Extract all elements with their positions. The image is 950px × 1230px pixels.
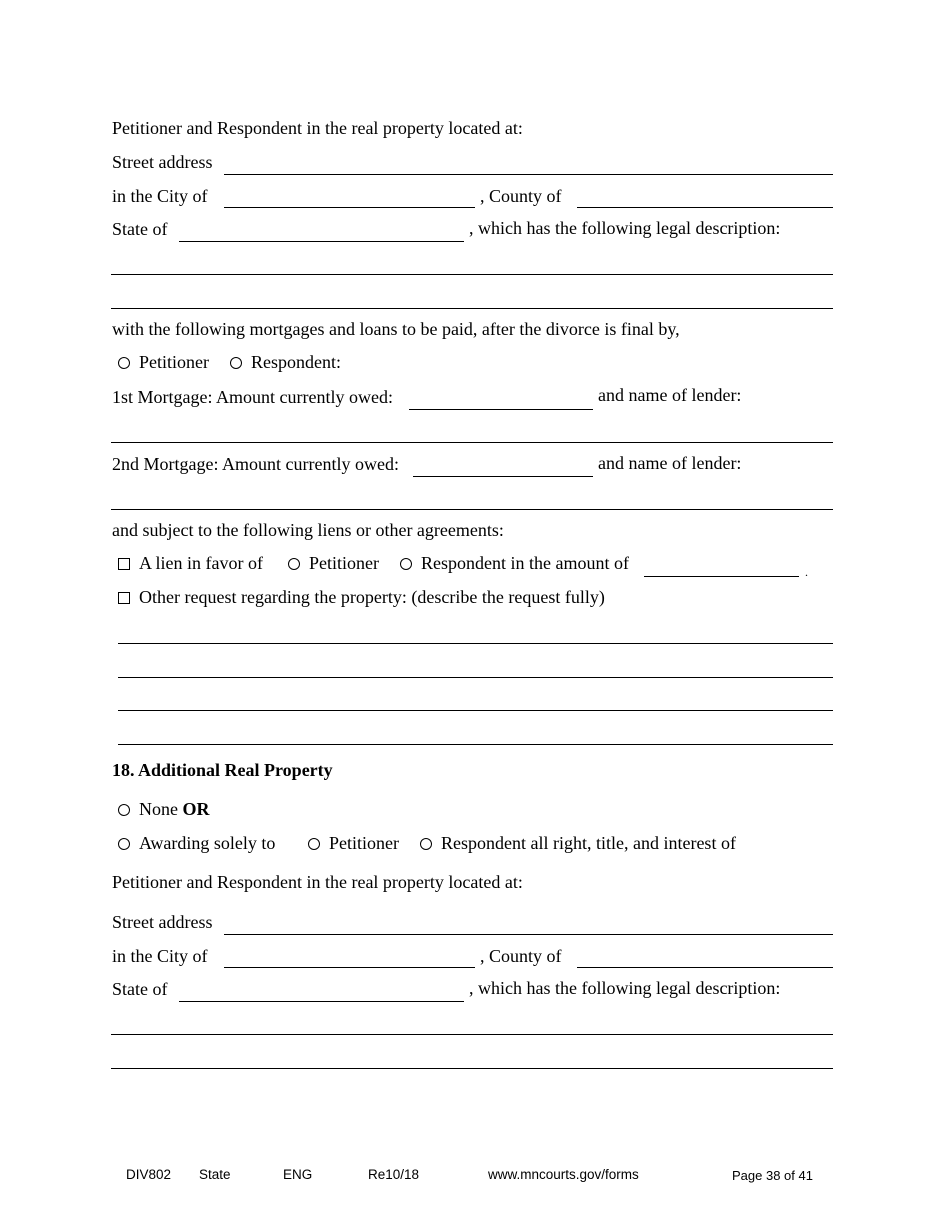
- lien-respondent-label: Respondent in the amount of: [421, 553, 629, 573]
- respondent-radio[interactable]: [230, 357, 242, 369]
- award-petitioner-label: Petitioner: [329, 833, 399, 853]
- lien-label: A lien in favor of: [139, 553, 263, 573]
- second-lender-field[interactable]: [111, 509, 833, 510]
- legal-description-line-4[interactable]: [111, 1068, 833, 1069]
- none-label: None OR: [139, 799, 210, 819]
- state-label-2: State of: [112, 979, 168, 999]
- respondent-label: Respondent:: [251, 352, 341, 372]
- lien-respondent-radio[interactable]: [400, 558, 412, 570]
- first-mortgage-amount-field[interactable]: [409, 409, 593, 410]
- county-field-2[interactable]: [577, 967, 833, 968]
- awarding-radio[interactable]: [118, 838, 130, 850]
- footer-form-number: DIV802: [126, 1167, 172, 1182]
- other-request-line-4[interactable]: [118, 744, 833, 745]
- other-request-line-1[interactable]: [118, 643, 833, 644]
- county-field[interactable]: [577, 207, 833, 208]
- liens-intro-text: and subject to the following liens or other agreements:: [112, 520, 504, 540]
- lien-period: .: [805, 565, 808, 579]
- footer-page-number: Page 38 of 41: [732, 1168, 813, 1183]
- second-mortgage-amount-field[interactable]: [413, 476, 593, 477]
- section-18-heading: 18. Additional Real Property: [112, 760, 333, 780]
- footer-url[interactable]: www.mncourts.gov/forms: [488, 1167, 639, 1182]
- city-label-2: in the City of: [112, 946, 208, 966]
- none-radio[interactable]: [118, 804, 130, 816]
- legal-description-label-2: , which has the following legal description:: [469, 978, 781, 998]
- other-request-line-2[interactable]: [118, 677, 833, 678]
- other-request-label: Other request regarding the property: (describe the request fully): [139, 587, 605, 607]
- property-intro-text: Petitioner and Respondent in the real property located at:: [112, 118, 523, 138]
- street-address-label-2: Street address: [112, 912, 213, 932]
- lien-amount-field[interactable]: [644, 576, 799, 577]
- award-petitioner-radio[interactable]: [308, 838, 320, 850]
- second-lender-label: and name of lender:: [598, 453, 742, 473]
- lien-petitioner-radio[interactable]: [288, 558, 300, 570]
- property-intro-text-2: Petitioner and Respondent in the real property located at:: [112, 872, 523, 892]
- state-field[interactable]: [179, 241, 464, 242]
- legal-description-line-2[interactable]: [111, 308, 833, 309]
- footer-state: State: [199, 1167, 231, 1182]
- second-mortgage-label: 2nd Mortgage: Amount currently owed:: [112, 454, 399, 474]
- awarding-label: Awarding solely to: [139, 833, 276, 853]
- state-label: State of: [112, 219, 168, 239]
- other-request-line-3[interactable]: [118, 710, 833, 711]
- state-field-2[interactable]: [179, 1001, 464, 1002]
- petitioner-radio[interactable]: [118, 357, 130, 369]
- county-label: , County of: [480, 186, 562, 206]
- award-respondent-label: Respondent all right, title, and interest of: [441, 833, 736, 853]
- footer-language: ENG: [283, 1167, 313, 1182]
- street-address-label: Street address: [112, 152, 213, 172]
- footer-revision: Re10/18: [368, 1167, 420, 1182]
- lien-checkbox[interactable]: [118, 558, 130, 570]
- city-label: in the City of: [112, 186, 208, 206]
- petitioner-label: Petitioner: [139, 352, 209, 372]
- legal-description-line-3[interactable]: [111, 1034, 833, 1035]
- first-lender-label: and name of lender:: [598, 385, 742, 405]
- first-mortgage-label: 1st Mortgage: Amount currently owed:: [112, 387, 393, 407]
- city-field[interactable]: [224, 207, 475, 208]
- county-label-2: , County of: [480, 946, 562, 966]
- street-address-field-2[interactable]: [224, 934, 833, 935]
- street-address-field[interactable]: [224, 174, 833, 175]
- legal-description-line-1[interactable]: [111, 274, 833, 275]
- mortgage-intro-text: with the following mortgages and loans to be paid, after the divorce is final by,: [112, 319, 680, 339]
- city-field-2[interactable]: [224, 967, 475, 968]
- lien-petitioner-label: Petitioner: [309, 553, 379, 573]
- first-lender-field[interactable]: [111, 442, 833, 443]
- award-respondent-radio[interactable]: [420, 838, 432, 850]
- legal-description-label: , which has the following legal description:: [469, 218, 781, 238]
- other-request-checkbox[interactable]: [118, 592, 130, 604]
